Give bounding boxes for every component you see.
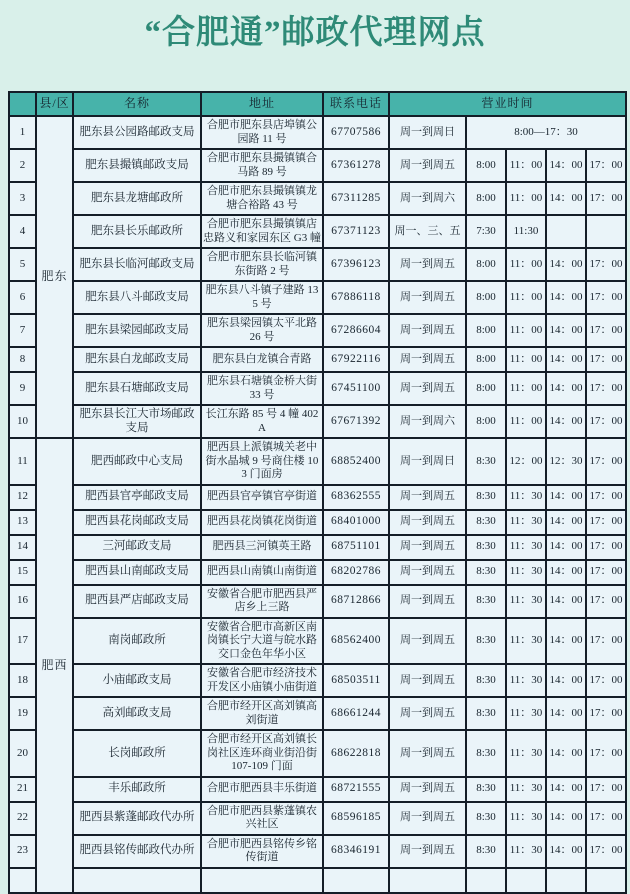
hours-time: [546, 215, 586, 248]
hours-time: [586, 215, 626, 248]
row-number: 20: [9, 730, 36, 777]
row-number: [9, 868, 36, 893]
outlet-phone: 67671392: [323, 405, 389, 438]
row-number: 13: [9, 510, 36, 535]
outlet-address: 合肥市肥西县丰乐街道: [201, 777, 323, 802]
hours-time: 14：00: [546, 560, 586, 585]
outlet-phone: 68362555: [323, 485, 389, 510]
hours-time: 8:30: [466, 618, 506, 665]
outlet-name: 肥东县长临河邮政支局: [73, 248, 201, 281]
hours-time: 11：30: [506, 510, 546, 535]
outlet-address: 合肥市经开区高刘镇长岗社区连环商业街沿街 107-109 门面: [201, 730, 323, 777]
hours-time: 14：00: [546, 802, 586, 835]
outlet-phone: 68661244: [323, 697, 389, 730]
hours-time: 14：00: [546, 535, 586, 560]
table-row: [9, 835, 626, 868]
hours-merged: 8:00—17：30: [466, 116, 626, 149]
hours-time: 8:30: [466, 585, 506, 618]
outlet-address: 合肥市肥西县紫蓬镇农兴社区: [201, 802, 323, 835]
hours-time: 11：30: [506, 560, 546, 585]
hours-time: 11：00: [506, 405, 546, 438]
row-number: 7: [9, 314, 36, 347]
hours-time: 14：00: [546, 585, 586, 618]
table-row: [9, 868, 626, 893]
outlet-address: 肥东县八斗镇子建路 135 号: [201, 281, 323, 314]
outlet-address: 合肥市肥东县长临河镇东街路 2 号: [201, 248, 323, 281]
row-number: 19: [9, 697, 36, 730]
hours-time: 11:30: [506, 215, 546, 248]
hours-time: 17：00: [586, 248, 626, 281]
outlet-address: 肥西县上派镇城关老中街水晶城 9 号商住楼 103 门面房: [201, 438, 323, 485]
outlet-name: 肥西县花岗邮政支局: [73, 510, 201, 535]
hours-time: 8:30: [466, 664, 506, 697]
outlet-phone: 67371123: [323, 215, 389, 248]
hours-time: 17：00: [586, 405, 626, 438]
hours-time: 8:30: [466, 485, 506, 510]
outlet-name: 肥东县白龙邮政支局: [73, 347, 201, 372]
hours-time: 17：00: [586, 485, 626, 510]
row-number: 4: [9, 215, 36, 248]
outlet-address: 安徽省合肥市高新区南岗镇长宁大道与皖水路交口金色年华小区: [201, 618, 323, 665]
table-row: [9, 618, 626, 665]
row-number: 22: [9, 802, 36, 835]
hours-time: 11：00: [506, 347, 546, 372]
outlet-name: 肥东县石塘邮政支局: [73, 372, 201, 405]
hours-time: 17：00: [586, 835, 626, 868]
outlet-name: [73, 868, 201, 893]
table-row: [9, 116, 626, 149]
row-number: 6: [9, 281, 36, 314]
hours-time: 17：00: [586, 664, 626, 697]
business-days: [389, 868, 466, 893]
hours-time: 8:30: [466, 535, 506, 560]
outlet-phone: 68712866: [323, 585, 389, 618]
row-number: 18: [9, 664, 36, 697]
row-number: 17: [9, 618, 36, 665]
table-row: [9, 215, 626, 248]
hours-time: 8:30: [466, 777, 506, 802]
outlet-address: 肥西县山南镇山南街道: [201, 560, 323, 585]
outlet-name: 三河邮政支局: [73, 535, 201, 560]
business-days: 周一到周五: [389, 347, 466, 372]
hours-time: 14：00: [546, 314, 586, 347]
hours-time: 14：00: [546, 347, 586, 372]
outlet-phone: 67361278: [323, 149, 389, 182]
hours-time: 11：00: [506, 248, 546, 281]
table-row: [9, 485, 626, 510]
hours-time: 8:00: [466, 405, 506, 438]
hours-time: 11：00: [506, 182, 546, 215]
row-number: 3: [9, 182, 36, 215]
hours-time: 8:00: [466, 149, 506, 182]
hours-time: 14：00: [546, 485, 586, 510]
row-number: 11: [9, 438, 36, 485]
hours-time: 14：00: [546, 372, 586, 405]
hours-time: 17：00: [586, 372, 626, 405]
hours-time: 14：00: [546, 618, 586, 665]
outlet-address: 肥西县三河镇英王路: [201, 535, 323, 560]
outlet-address: 肥西县官亭镇官亭街道: [201, 485, 323, 510]
outlet-name: 肥西邮政中心支局: [73, 438, 201, 485]
business-days: 周一到周五: [389, 585, 466, 618]
outlet-address: 肥东县白龙镇合青路: [201, 347, 323, 372]
hours-time: 11：30: [506, 730, 546, 777]
table-row: [9, 347, 626, 372]
outlet-name: 长岗邮政所: [73, 730, 201, 777]
row-number: 10: [9, 405, 36, 438]
hours-time: 12：30: [546, 438, 586, 485]
outlet-name: 南岗邮政所: [73, 618, 201, 665]
outlet-name: 肥东县公园路邮政支局: [73, 116, 201, 149]
outlet-address: 合肥市肥东县店埠镇公园路 11 号: [201, 116, 323, 149]
outlet-phone: 68721555: [323, 777, 389, 802]
hours-time: 11：30: [506, 485, 546, 510]
table-row: [9, 535, 626, 560]
hours-time: 8:00: [466, 372, 506, 405]
district-cell: 肥西: [36, 438, 73, 893]
outlets-table: [8, 91, 627, 894]
business-days: 周一到周五: [389, 372, 466, 405]
hours-time: 17：00: [586, 149, 626, 182]
table-row: [9, 149, 626, 182]
outlet-name: 肥东县长江大市场邮政支局: [73, 405, 201, 438]
outlet-phone: 68596185: [323, 802, 389, 835]
hours-time: 14：00: [546, 281, 586, 314]
business-days: 周一到周日: [389, 438, 466, 485]
row-number: 12: [9, 485, 36, 510]
business-days: 周一到周五: [389, 835, 466, 868]
outlet-name: 肥东县撮镇邮政支局: [73, 149, 201, 182]
row-number: 15: [9, 560, 36, 585]
hours-time: 17：00: [586, 697, 626, 730]
business-days: 周一到周六: [389, 405, 466, 438]
row-number: 9: [9, 372, 36, 405]
table-row: [9, 510, 626, 535]
outlet-name: 肥东县八斗邮政支局: [73, 281, 201, 314]
hours-time: 14：00: [546, 248, 586, 281]
row-number: 23: [9, 835, 36, 868]
outlet-address: 合肥市肥东县撮镇镇店忠路义和家园东区 G3 幢: [201, 215, 323, 248]
table-row: [9, 438, 626, 485]
outlet-address: 肥东县梁园镇太平北路 26 号: [201, 314, 323, 347]
outlet-name: 肥东县梁园邮政支局: [73, 314, 201, 347]
table-row: [9, 281, 626, 314]
hours-time: [546, 868, 586, 893]
col-header-address: 地址: [201, 92, 323, 116]
outlet-phone: 68503511: [323, 664, 389, 697]
hours-time: 11：30: [506, 618, 546, 665]
hours-time: [586, 868, 626, 893]
col-header-index: [9, 92, 36, 116]
table-row: [9, 314, 626, 347]
outlet-phone: 67311285: [323, 182, 389, 215]
hours-time: 17：00: [586, 585, 626, 618]
hours-time: 8:30: [466, 560, 506, 585]
hours-time: 17：00: [586, 281, 626, 314]
row-number: 14: [9, 535, 36, 560]
table-row: [9, 730, 626, 777]
business-days: 周一到周五: [389, 149, 466, 182]
hours-time: 11：30: [506, 535, 546, 560]
row-number: 5: [9, 248, 36, 281]
outlet-address: 合肥市经开区高刘镇高刘街道: [201, 697, 323, 730]
outlet-name: 肥西县严店邮政支局: [73, 585, 201, 618]
row-number: 2: [9, 149, 36, 182]
hours-time: 14：00: [546, 777, 586, 802]
hours-time: 8:00: [466, 314, 506, 347]
hours-time: 17：00: [586, 182, 626, 215]
hours-time: 7:30: [466, 215, 506, 248]
table-row: [9, 802, 626, 835]
hours-time: [506, 868, 546, 893]
business-days: 周一到周日: [389, 116, 466, 149]
outlet-address: 安徽省合肥市经济技术开发区小庙镇小庙街道: [201, 664, 323, 697]
outlet-address: [201, 868, 323, 893]
hours-time: 17：00: [586, 535, 626, 560]
outlet-phone: 68622818: [323, 730, 389, 777]
hours-time: 11：00: [506, 149, 546, 182]
hours-time: 8:30: [466, 730, 506, 777]
hours-time: 17：00: [586, 618, 626, 665]
table-row: [9, 248, 626, 281]
outlet-name: 肥西县紫蓬邮政代办所: [73, 802, 201, 835]
outlet-phone: 68346191: [323, 835, 389, 868]
outlet-phone: 68562400: [323, 618, 389, 665]
hours-time: 14：00: [546, 730, 586, 777]
hours-time: 17：00: [586, 730, 626, 777]
hours-time: 8:30: [466, 697, 506, 730]
outlet-name: 肥西县官亭邮政支局: [73, 485, 201, 510]
col-header-phone: 联系电话: [323, 92, 389, 116]
outlet-name: 高刘邮政支局: [73, 697, 201, 730]
hours-time: 11：00: [506, 281, 546, 314]
outlet-phone: 67286604: [323, 314, 389, 347]
hours-time: 11：30: [506, 585, 546, 618]
outlet-address: 合肥市肥东县撮镇镇合马路 89 号: [201, 149, 323, 182]
outlet-name: 肥东县龙塘邮政所: [73, 182, 201, 215]
table-row: [9, 182, 626, 215]
business-days: 周一到周五: [389, 777, 466, 802]
hours-time: 14：00: [546, 149, 586, 182]
outlet-phone: 67396123: [323, 248, 389, 281]
table-row: [9, 664, 626, 697]
hours-time: 17：00: [586, 314, 626, 347]
hours-time: 17：00: [586, 802, 626, 835]
business-days: 周一到周六: [389, 182, 466, 215]
hours-time: 8:30: [466, 510, 506, 535]
business-days: 周一到周五: [389, 248, 466, 281]
table-row: [9, 405, 626, 438]
outlet-name: 肥东县长乐邮政所: [73, 215, 201, 248]
business-days: 周一到周五: [389, 560, 466, 585]
hours-time: 8:30: [466, 438, 506, 485]
outlet-address: 肥东县石塘镇金桥大街 33 号: [201, 372, 323, 405]
business-days: 周一到周五: [389, 664, 466, 697]
row-number: 16: [9, 585, 36, 618]
outlet-name: 小庙邮政支局: [73, 664, 201, 697]
hours-time: 8:00: [466, 248, 506, 281]
business-days: 周一到周五: [389, 510, 466, 535]
outlet-phone: 67922116: [323, 347, 389, 372]
outlet-phone: 67886118: [323, 281, 389, 314]
outlet-phone: [323, 868, 389, 893]
header-row: [9, 92, 626, 116]
col-header-name: 名称: [73, 92, 201, 116]
outlet-address: 合肥市肥东县撮镇镇龙塘合裕路 43 号: [201, 182, 323, 215]
col-header-district: 县/区: [36, 92, 73, 116]
table-row: [9, 585, 626, 618]
business-days: 周一到周五: [389, 697, 466, 730]
hours-time: 14：00: [546, 405, 586, 438]
col-header-hours: 营业时间: [389, 92, 626, 116]
outlet-name: 肥西县铭传邮政代办所: [73, 835, 201, 868]
hours-time: 8:30: [466, 835, 506, 868]
business-days: 周一到周五: [389, 802, 466, 835]
table-row: [9, 560, 626, 585]
business-days: 周一到周五: [389, 314, 466, 347]
outlet-phone: 68401000: [323, 510, 389, 535]
hours-time: 11：30: [506, 697, 546, 730]
hours-time: 11：00: [506, 372, 546, 405]
hours-time: 14：00: [546, 664, 586, 697]
hours-time: 12：00: [506, 438, 546, 485]
business-days: 周一到周五: [389, 485, 466, 510]
outlet-address: 肥西县花岗镇花岗街道: [201, 510, 323, 535]
hours-time: 14：00: [546, 182, 586, 215]
outlet-address: 长江东路 85 号 4 幢 402A: [201, 405, 323, 438]
row-number: 1: [9, 116, 36, 149]
outlet-name: 丰乐邮政所: [73, 777, 201, 802]
page-title: “合肥通”邮政代理网点: [144, 15, 486, 51]
business-days: 周一到周五: [389, 618, 466, 665]
district-cell: 肥东: [36, 116, 73, 438]
business-days: 周一到周五: [389, 730, 466, 777]
hours-time: 17：00: [586, 510, 626, 535]
outlet-phone: 68852400: [323, 438, 389, 485]
hours-time: 17：00: [586, 347, 626, 372]
hours-time: 17：00: [586, 438, 626, 485]
outlet-phone: 67451100: [323, 372, 389, 405]
hours-time: [466, 868, 506, 893]
outlet-phone: 67707586: [323, 116, 389, 149]
hours-time: 17：00: [586, 560, 626, 585]
hours-time: 14：00: [546, 697, 586, 730]
outlet-name: 肥西县山南邮政支局: [73, 560, 201, 585]
outlet-phone: 68751101: [323, 535, 389, 560]
table-row: [9, 372, 626, 405]
hours-time: 11：30: [506, 664, 546, 697]
hours-time: 14：00: [546, 510, 586, 535]
hours-time: 11：30: [506, 835, 546, 868]
hours-time: 8:00: [466, 347, 506, 372]
hours-time: 14：00: [546, 835, 586, 868]
business-days: 周一到周五: [389, 535, 466, 560]
business-days: 周一到周五: [389, 281, 466, 314]
outlet-address: 合肥市肥西县铭传乡铭传街道: [201, 835, 323, 868]
hours-time: 11：00: [506, 314, 546, 347]
hours-time: 8:00: [466, 281, 506, 314]
business-days: 周一、三、五: [389, 215, 466, 248]
hours-time: 8:00: [466, 182, 506, 215]
hours-time: 17：00: [586, 777, 626, 802]
table-body: [9, 116, 626, 893]
hours-time: 11：30: [506, 777, 546, 802]
table-row: [9, 697, 626, 730]
outlet-phone: 68202786: [323, 560, 389, 585]
outlet-address: 安徽省合肥市肥西县严店乡上三路: [201, 585, 323, 618]
row-number: 21: [9, 777, 36, 802]
hours-time: 8:30: [466, 802, 506, 835]
hours-time: 11：30: [506, 802, 546, 835]
row-number: 8: [9, 347, 36, 372]
